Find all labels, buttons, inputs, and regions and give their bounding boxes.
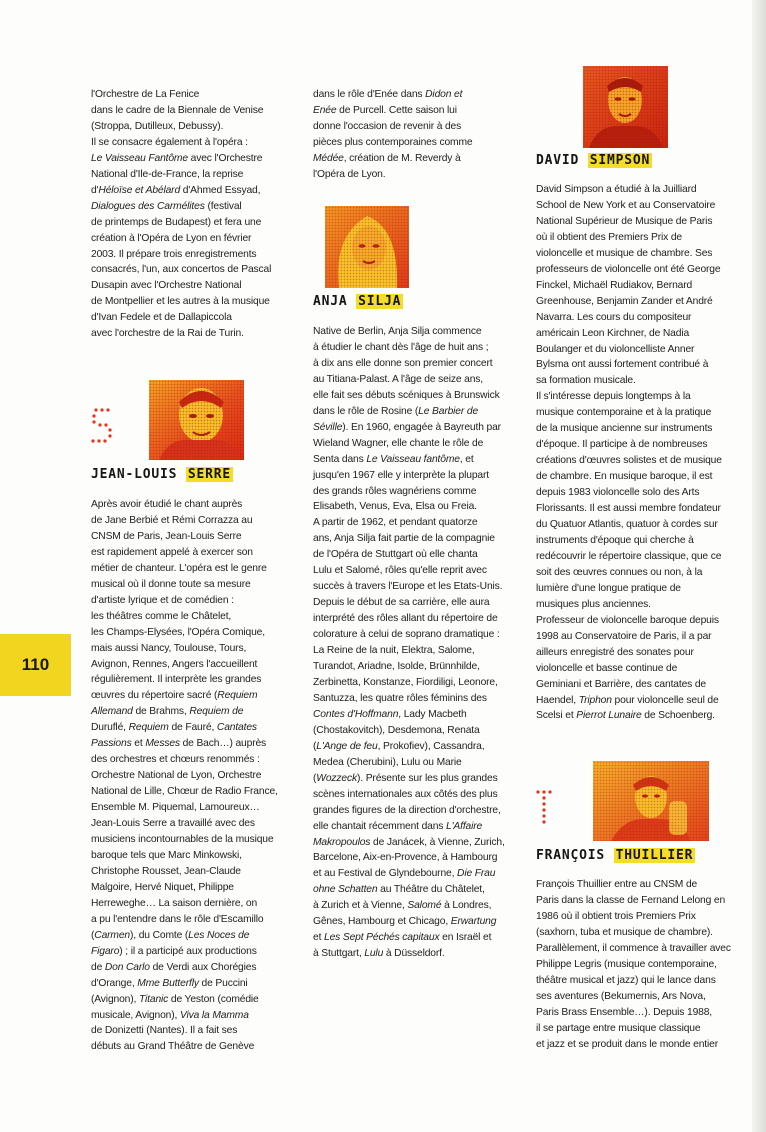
text-line: de Donizetti (Nantes). Il a fait ses [91, 1025, 238, 1037]
text-line: où il obtient des Premiers Prix de [536, 231, 682, 243]
text-line: (Stroppa, Dutilleux, Debussy). [91, 120, 224, 132]
silja-photo [325, 206, 409, 288]
text-line: d'Héloïse et Abélard d'Ahmed Essyad, [91, 184, 261, 196]
text-line: lumière d'une longue pratique de [536, 582, 681, 594]
text-line: métier de chanteur. L'opéra est le genre [91, 562, 267, 574]
page-number-tab [0, 634, 71, 696]
text-line: 1986 où il obtient trois Premiers Prix [536, 910, 696, 922]
text-line: Senta dans Le Vaisseau fantôme, et [313, 453, 474, 465]
silja-name [313, 293, 403, 310]
text-line: Greenhouse, Benjamin Zander et André [536, 295, 713, 307]
text-line: National Supérieur de Musique de Paris [536, 215, 713, 227]
dotted-letter-s-icon [91, 407, 113, 443]
text-line: dans le rôle d'Enée dans Didon et [313, 89, 463, 100]
text-line: Paris Brass Ensemble…). Depuis 1988, [536, 1006, 713, 1018]
text-line: américain Leon Kirchner, de Nadia [536, 327, 690, 339]
text-line: de chambre. En musique baroque, il est [536, 471, 713, 483]
text-line: A partir de 1962, et pendant quatorze [313, 517, 478, 529]
text-line: Figaro) ; il a participé aux productions [91, 945, 257, 957]
text-line: Bylsma ont aussi fortement contribué à [536, 359, 709, 371]
text-line: redécouvrir le répertoire classique, que ce [536, 550, 722, 562]
text-line: il se partage entre musique classique [536, 1022, 701, 1034]
text-line: Séville). En 1960, engagée à Bayreuth par [313, 421, 501, 433]
text-line: de la musique ancienne sur instruments [536, 423, 713, 435]
text-line: musiques plus anciennes. [536, 598, 651, 610]
text-line: Makropoulos de Janácek, à Vienne, Zurich, [313, 836, 505, 848]
text-line: Florissants. Il est aussi membre fondateur [536, 503, 721, 515]
text-line: Herreweghe… La saison dernière, on [91, 897, 258, 909]
text-line: dans le cadre de la Biennale de Venise [91, 104, 264, 116]
silja-last-name: SILJA [358, 294, 402, 309]
text-line: Il se consacre également à l'opéra : [91, 136, 248, 148]
text-line: musique contemporaine et à la pratique [536, 407, 712, 419]
serre-initial-letter [91, 407, 113, 448]
text-line: Depuis le début de sa carrière, elle aura [313, 597, 490, 609]
text-line: à Zurich et à Vienne, Salomé à Londres, [313, 900, 492, 912]
text-line: création à l'Opéra de Lyon en février [91, 232, 252, 244]
text-line: Wieland Wagner, elle chante le rôle de [313, 437, 484, 449]
text-line: Jean-Louis Serre a travaillé avec des [91, 818, 255, 830]
text-line: Allemand de Brahms, Requiem de [91, 706, 244, 718]
text-line: de Montpellier et les autres à la musique [91, 296, 270, 308]
text-line: et Les Sept Péchés capitaux en Israël et [313, 932, 492, 944]
thuillier-name [536, 847, 695, 864]
text-line: créations d'œuvres solistes et de musique [536, 455, 722, 467]
text-line: Medea (Cherubini), Lulu ou Marie [313, 756, 462, 768]
text-line: ans, Anja Silja fait partie de la compagnie [313, 533, 495, 545]
text-line: Enée de Purcell. Cette saison lui [313, 104, 457, 116]
text-line: d'Ivan Fedele et de Dallapiccola [91, 312, 232, 324]
text-line: (Wozzeck). Présente sur les plus grandes [313, 772, 498, 784]
text-line: Navarra. Les cours du compositeur [536, 311, 692, 323]
text-line: Boulanger et du violoncelliste Anner [536, 343, 695, 355]
text-line: succès à travers l'Europe et les Etats-Unis. [313, 581, 503, 593]
text-line: musiciens incontournables de la musique [91, 834, 274, 846]
simpson-photo [583, 66, 668, 148]
page-number: 110 [21, 655, 50, 674]
text-line: à Stuttgart, Lulu à Düsseldorf. [313, 948, 445, 960]
text-line: Gênes, Hambourg et Chicago, Erwartung [313, 916, 497, 928]
simpson-bio [536, 182, 750, 724]
text-line: François Thuillier entre au CNSM de [536, 879, 698, 890]
text-line: Passions et Messes de Bach…) auprès [91, 738, 267, 750]
silja-first-name: ANJA [313, 294, 348, 309]
text-line: de Don Carlo de Verdi aux Chorégies [91, 961, 257, 973]
text-line: et jazz et se produit dans le monde entier [536, 1038, 719, 1050]
text-line: CNSM de Paris, Jean-Louis Serre [91, 530, 242, 542]
text-line: Avignon, Rennes, Angers l'accueillent [91, 658, 258, 670]
text-line: elle fait ses débuts scéniques à Brunswick [313, 389, 500, 401]
text-line: professeurs de violoncelle ont été George [536, 263, 721, 275]
serre-first-name: JEAN-LOUIS [91, 467, 178, 482]
thuillier-initial-letter [536, 789, 556, 834]
text-line: débuts au Grand Théâtre de Genève [91, 1041, 255, 1053]
text-line: grandes figures de la direction d'orchestre, [313, 804, 501, 816]
thuillier-photo [593, 761, 709, 841]
text-line: baroque tels que Marc Minkowski, [91, 849, 242, 861]
text-line: l'Orchestre de La Fenice [91, 89, 200, 100]
serre-photo [149, 380, 244, 460]
text-line: (Carmen), du Comte (Les Noces de [91, 929, 250, 941]
text-line: Paris dans la classe de Fernand Lelong en [536, 894, 726, 906]
text-line: National d'Ile-de-France, la reprise [91, 168, 244, 180]
text-line: avec l'orchestre de la Rai de Turin. [91, 328, 244, 340]
text-line: Scelsi et Pierrot Lunaire de Schoenberg. [536, 710, 715, 722]
text-line: Ensemble M. Piquemal, Lamoureux… [91, 802, 260, 814]
serre-bio [91, 497, 303, 1055]
text-line: 1998 au Conservatoire de Paris, il a par [536, 630, 712, 642]
text-line: de printemps de Budapest) et fera une [91, 216, 262, 228]
thuillier-last-name: THUILLIER [615, 848, 694, 863]
text-line: régulièrement. Il interprète les grandes [91, 674, 262, 686]
text-line: (Chostakovitch), Desdemona, Renata [313, 724, 480, 736]
text-line: School de New York et au Conservatoire [536, 199, 716, 211]
simpson-first-name: DAVID [536, 153, 580, 168]
text-line: musicale, Avignon), Viva la Mamma [91, 1009, 249, 1021]
text-line: Après avoir étudié le chant auprès [91, 499, 243, 510]
text-line: Santuzza, les quatre rôles féminins des [313, 692, 487, 704]
text-line: La Reine de la nuit, Elektra, Salome, [313, 645, 475, 657]
text-line: à dix ans elle donne son premier concert [313, 357, 493, 369]
serre-last-name: SERRE [187, 467, 232, 482]
text-line: National de Lille, Chœur de Radio France, [91, 786, 278, 798]
thuillier-first-name: FRANÇOIS [536, 848, 606, 863]
text-line: a pu l'entendre dans le rôle d'Escamillo [91, 913, 264, 925]
text-line: théâtre musical et jazz) qui le lance dans [536, 974, 716, 986]
text-line: du Quatuor Atlantis, quatuor à cordes sur [536, 519, 718, 531]
thuillier-bio [536, 877, 750, 1052]
text-line: Il s'intéresse depuis longtemps à la [536, 391, 691, 403]
text-line: violoncelle et musique de chambre. Ses [536, 247, 713, 259]
text-line: Barcelone, Aix-en-Provence, à Hambourg [313, 852, 498, 864]
text-line: Malgoire, Hervé Niquet, Philippe [91, 881, 234, 893]
text-line: Christophe Rousset, Jean-Claude [91, 865, 241, 877]
text-line: Dusapin avec l'Orchestre National [91, 280, 242, 292]
text-line: Native de Berlin, Anja Silja commence [313, 326, 482, 337]
text-line: d'Orange, Mme Butterfly de Puccini [91, 977, 248, 989]
text-line: Orchestre National de Lyon, Orchestre [91, 770, 262, 782]
simpson-name [536, 152, 652, 169]
text-line: les Champs-Elysées, l'Opéra Comique, [91, 626, 265, 638]
text-line: l'Opéra de Lyon. [313, 168, 386, 180]
text-line: d'artiste lyrique et de comédien : [91, 594, 234, 606]
text-line: David Simpson a étudié à la Juilliard [536, 184, 697, 195]
col2-top-text [313, 87, 523, 183]
text-line: Contes d'Hoffmann, Lady Macbeth [313, 708, 467, 720]
text-line: jusqu'en 1967 elle y interprète la plupart [313, 469, 489, 481]
text-line: au Titiana-Palast. A l'âge de seize ans, [313, 373, 483, 385]
text-line: des grands rôles wagnériens comme [313, 485, 477, 497]
text-line: dans le rôle de Rosine (Le Barbier de [313, 405, 479, 417]
text-line: d'époque. Il participe à de nombreuses [536, 439, 708, 451]
text-line: Dialogues des Carmélites (festival [91, 200, 242, 212]
text-line: pièces plus contemporaines comme [313, 136, 473, 148]
text-line: Turandot, Ariadne, Isolde, Brünnhilde, [313, 661, 480, 673]
text-line: Le Vaisseau Fantôme avec l'Orchestre [91, 152, 263, 164]
text-line: consacrés, l'un, aux concertos de Pascal [91, 264, 272, 276]
text-line: ohne Schatten au Théâtre du Châtelet, [313, 884, 485, 896]
text-line: Duruflé, Requiem de Fauré, Cantates [91, 722, 257, 734]
text-line: depuis 1983 violoncelle solo des Arts [536, 487, 700, 499]
text-line: Finckel, Michaël Rudiakov, Bernard [536, 279, 693, 291]
text-line: Zerbinetta, Konstanze, Fiordiligi, Leonore, [313, 676, 498, 688]
text-line: soit des œuvres connues ou non, à la [536, 566, 703, 578]
text-line: coloraturе à celui de soprano dramatique : [313, 629, 500, 641]
text-line: ailleurs enregistré des sonates pour [536, 646, 694, 658]
text-line: scènes internationales aux côtés des plus [313, 788, 498, 800]
text-line: (L'Ange de feu, Prokofiev), Cassandra, [313, 740, 485, 752]
text-line: œuvres du répertoire sacré (Requiem [91, 690, 258, 702]
text-line: Parallèlement, il commence à travailler avec [536, 942, 731, 954]
scan-edge [752, 0, 766, 1132]
text-line: à étudier le chant dès l'âge de huit ans ; [313, 341, 489, 353]
text-line: Lulu et Salomé, rôles qu'elle reprit avec [313, 565, 487, 577]
text-line: 2003. Il prépare trois enregistrements [91, 248, 257, 260]
simpson-last-name: SIMPSON [589, 153, 651, 168]
text-line: ses aventures (Bekumernis, Ars Nova, [536, 990, 706, 1002]
text-line: Geminiani et Barrière, des cantates de [536, 678, 707, 690]
dotted-letter-t-icon [536, 789, 556, 829]
text-line: elle chantait récemment dans L'Affaire [313, 820, 483, 832]
text-line: sa formation musicale. [536, 375, 636, 387]
text-line: (saxhorn, tuba et musique de chambre). [536, 926, 713, 938]
text-line: de Jane Berbié et Rémi Corrazza au [91, 514, 253, 526]
text-line: Elisabeth, Venus, Eva, Elsa ou Freia. [313, 501, 477, 513]
text-line: des orchestres et chœurs renommés : [91, 754, 260, 766]
text-line: donne l'occasion de revenir à des [313, 120, 462, 132]
text-line: instruments d'époque qui cherche à [536, 534, 694, 546]
silja-bio [313, 324, 525, 962]
serre-name [91, 466, 233, 483]
text-line: Haendel, Triphon pour violoncelle seul de [536, 694, 719, 706]
text-line: violoncelle et basse continue de [536, 662, 678, 674]
text-line: et au Festival de Glyndebourne, Die Frau [313, 868, 496, 880]
text-line: est rapidement appelé à exercer son [91, 546, 253, 558]
text-line: de l'Opéra de Stuttgart où elle chanta [313, 549, 478, 561]
text-line: (Avignon), Titanic de Yeston (comédie [91, 993, 259, 1005]
col1-top-text [91, 87, 301, 342]
text-line: mais aussi Nancy, Toulouse, Tours, [91, 642, 247, 654]
text-line: musical où il donne toute sa mesure [91, 578, 251, 590]
text-line: les théâtres comme le Châtelet, [91, 610, 232, 622]
text-line: interprété des rôles allant du répertoire de [313, 613, 498, 625]
text-line: Médée, création de M. Reverdy à [313, 152, 461, 164]
text-line: Professeur de violoncelle baroque depuis [536, 614, 719, 626]
text-line: Philippe Legris (musique contemporaine, [536, 958, 717, 970]
